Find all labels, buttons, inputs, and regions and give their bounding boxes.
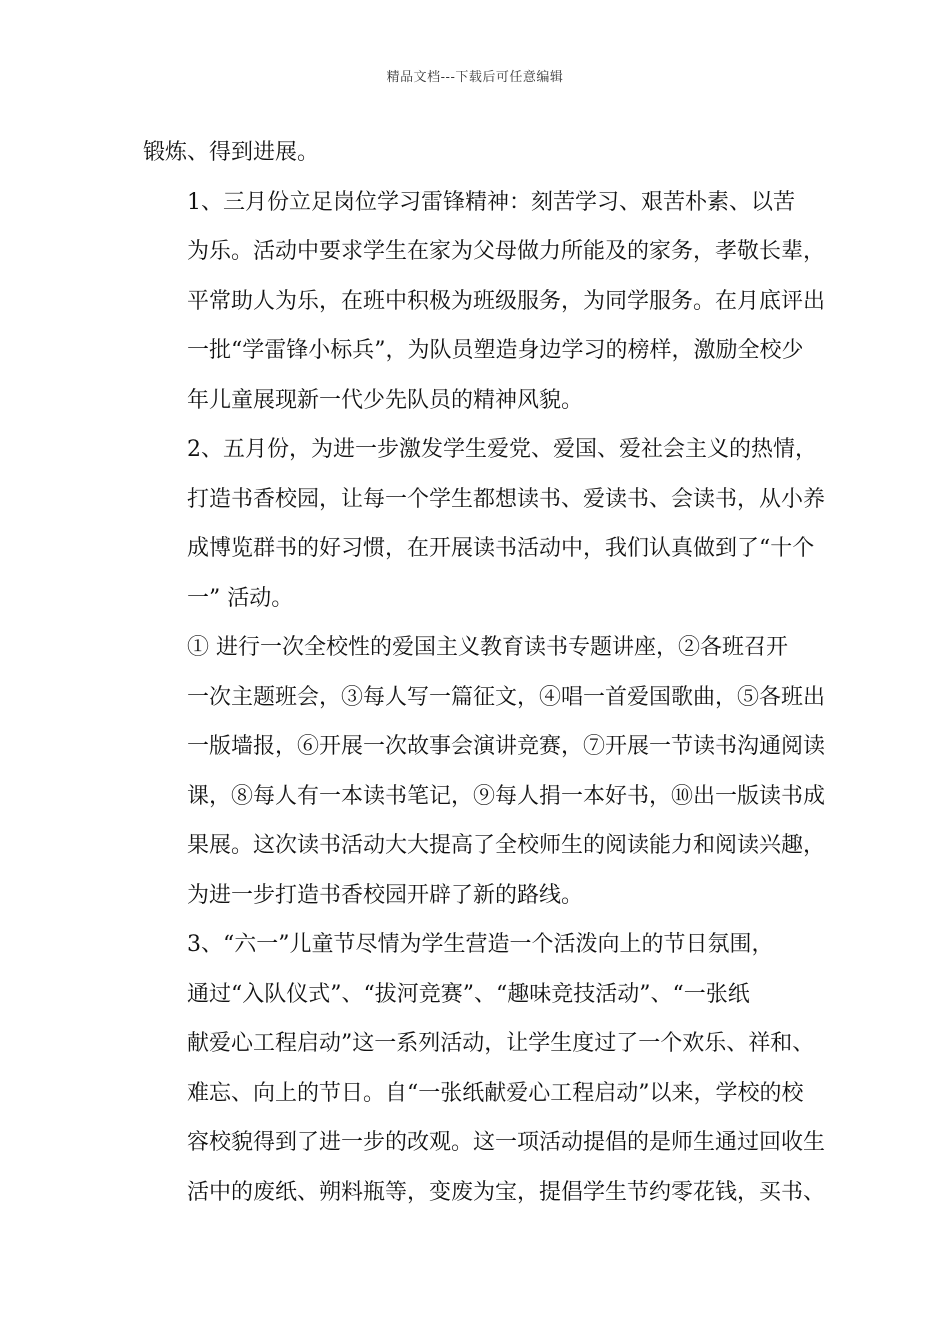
- text-line: 一次主题班会，③每人写一篇征文，④唱一首爱国歌曲，⑤各班出: [187, 684, 826, 710]
- paragraph-1: [143, 128, 823, 178]
- paragraph-5: [143, 920, 826, 1217]
- text-line: 3、“六一”儿童节尽情为学生营造一个活泼向上的节日氛围，: [187, 932, 774, 957]
- text-line: 课，⑧每人有一本读书笔记，⑨每人捐一本好书，⑩出一版读书成: [187, 783, 826, 809]
- text-line: 难忘、向上的节日。自“一张纸献爱心工程启动”以来，学校的校: [187, 1080, 804, 1106]
- text-line: 容校貌得到了进一步的改观。这一项活动提倡的是师生通过回收生: [187, 1130, 826, 1155]
- text-line: 通过“入队仪式”、“拔河竞赛”、“趣味竞技活动”、“一张纸: [187, 981, 750, 1007]
- paragraph-3: [143, 425, 826, 623]
- text-line: ① 进行一次全校性的爱国主义教育读书专题讲座，②各班召开: [187, 635, 788, 660]
- text-line: 平常助人为乐，在班中积极为班级服务，为同学服务。在月底评出: [187, 288, 826, 314]
- text-line: 为乐。活动中要求学生在家为父母做力所能及的家务，孝敬长辈，: [187, 239, 826, 264]
- text-line: 打造书香校园，让每一个学生都想读书、爱读书、会读书，从小养: [187, 486, 826, 512]
- text-line: 一版墙报，⑥开展一次故事会演讲竞赛，⑦开展一节读书沟通阅读: [187, 734, 826, 759]
- text-line: 献爱心工程启动”这一系列活动，让学生度过了一个欢乐、祥和、: [187, 1031, 815, 1056]
- document-body: [143, 128, 826, 1217]
- text-line: 锻炼、得到进展。: [143, 140, 320, 165]
- text-line: 成博览群书的好习惯，在开展读书活动中，我们认真做到了“十个: [187, 536, 815, 561]
- text-line: 为进一步打造书香校园开辟了新的路线。: [187, 882, 584, 908]
- text-line: 2、五月份，为进一步激发学生爱党、爱国、爱社会主义的热情，: [187, 437, 817, 462]
- text-line: 一批“学雷锋小标兵”，为队员塑造身边学习的榜样，激励全校少: [187, 338, 804, 363]
- paragraph-2: [143, 178, 826, 426]
- text-line: 年儿童展现新一代少先队员的精神风貌。: [187, 387, 584, 413]
- page-header: 精品文档---下载后可任意编辑: [386, 70, 564, 85]
- text-line: 一” 活动。: [187, 585, 294, 611]
- text-line: 活中的废纸、朔料瓶等，变废为宝，提倡学生节约零花钱，买书、: [187, 1179, 826, 1205]
- text-line: 1、三月份立足岗位学习雷锋精神：刻苦学习、艰苦朴素、以苦: [187, 189, 795, 215]
- paragraph-4: [143, 623, 826, 920]
- text-line: 果展。这次读书活动大大提高了全校师生的阅读能力和阅读兴趣，: [187, 833, 826, 858]
